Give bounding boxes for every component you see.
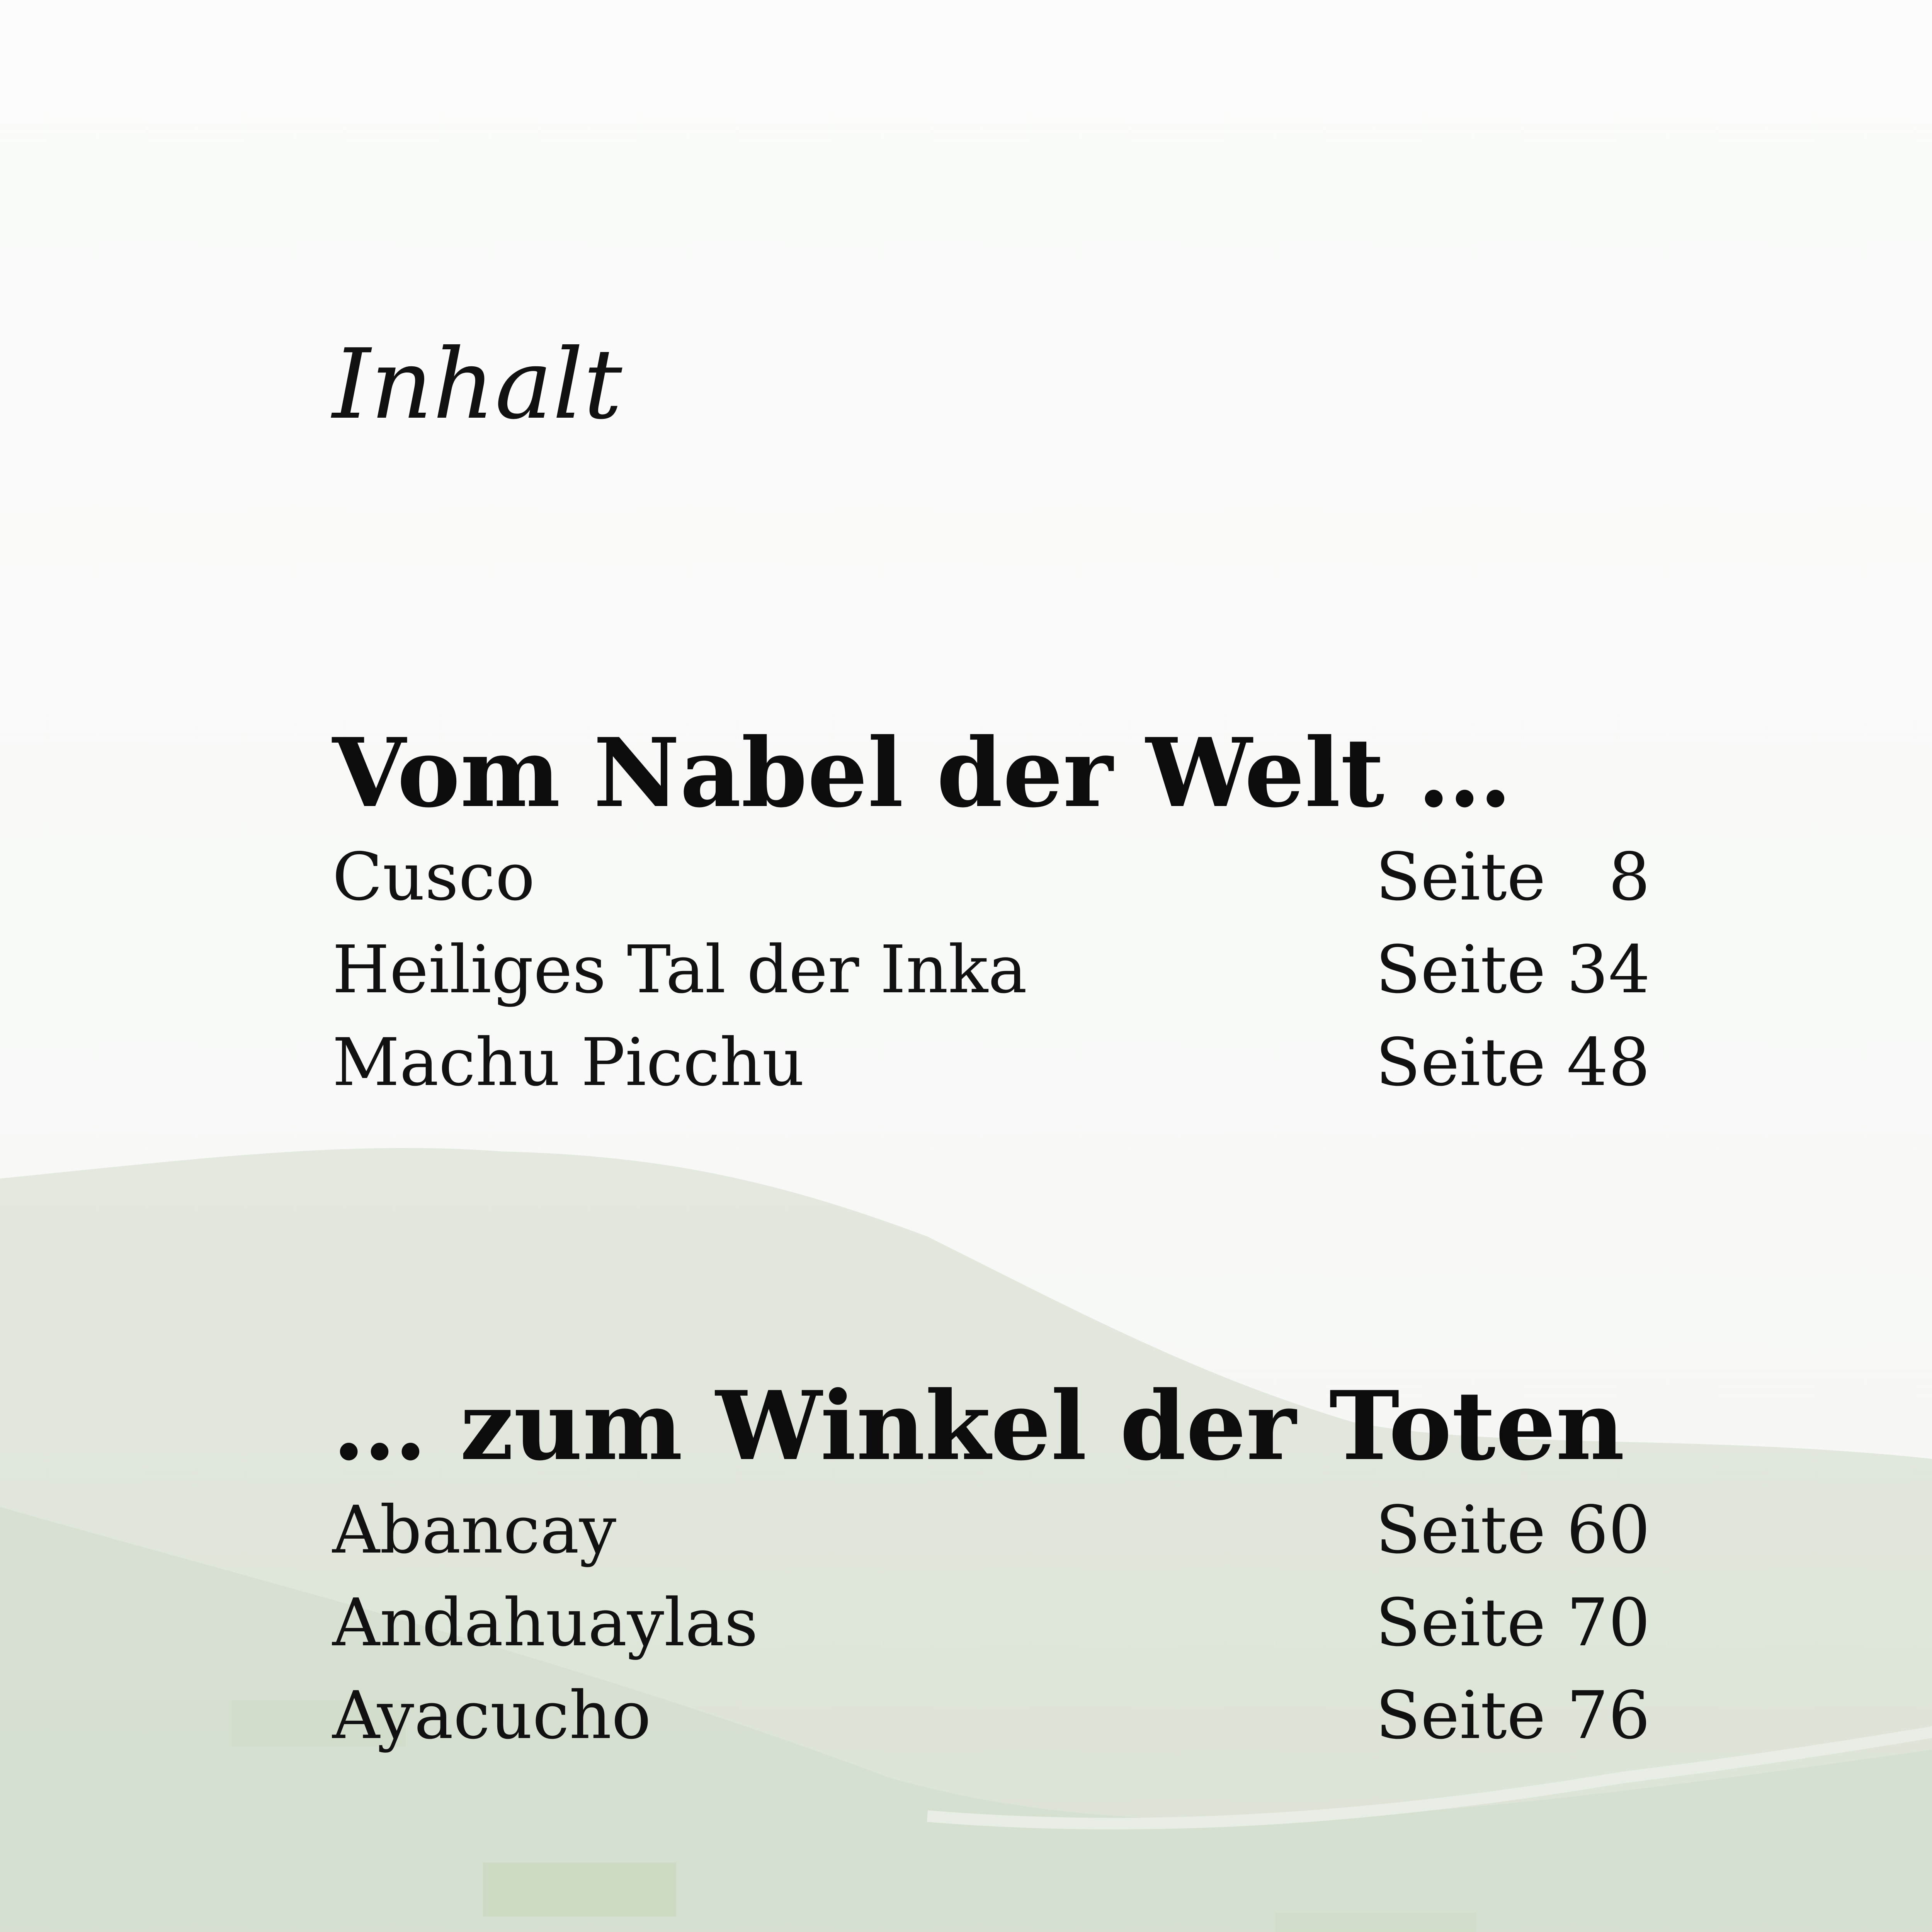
toc-entry xyxy=(332,1669,1685,1762)
entry-title: Andahuaylas xyxy=(332,1585,758,1661)
toc-entry xyxy=(332,1016,1685,1109)
entry-title: Machu Picchu xyxy=(332,1024,804,1101)
entry-page-number: Seite 70 xyxy=(1376,1585,1650,1661)
entry-page-number: Seite 8 xyxy=(1376,839,1650,915)
entry-title: Ayacucho xyxy=(332,1677,651,1754)
toc-entry xyxy=(332,923,1685,1016)
toc-entry xyxy=(332,1484,1685,1577)
toc-entry xyxy=(332,1577,1685,1669)
toc-section-1 xyxy=(332,719,1685,1109)
section-heading: Vom Nabel der Welt … xyxy=(332,717,1512,828)
entry-list xyxy=(332,1484,1685,1762)
entry-title: Cusco xyxy=(332,839,535,915)
entry-page-number: Seite 76 xyxy=(1376,1677,1650,1754)
entry-page-number: Seite 48 xyxy=(1376,1024,1650,1101)
entry-title: Abancay xyxy=(332,1492,617,1568)
toc-entry xyxy=(332,831,1685,923)
entry-page-number: Seite 60 xyxy=(1376,1492,1650,1568)
page-title: Inhalt xyxy=(332,328,622,440)
entry-title: Heiliges Tal der Inka xyxy=(332,932,1027,1008)
entry-list xyxy=(332,831,1685,1109)
toc-section-2 xyxy=(332,1372,1685,1762)
entry-page-number: Seite 34 xyxy=(1376,932,1650,1008)
section-heading: … zum Winkel der Toten xyxy=(332,1370,1625,1481)
